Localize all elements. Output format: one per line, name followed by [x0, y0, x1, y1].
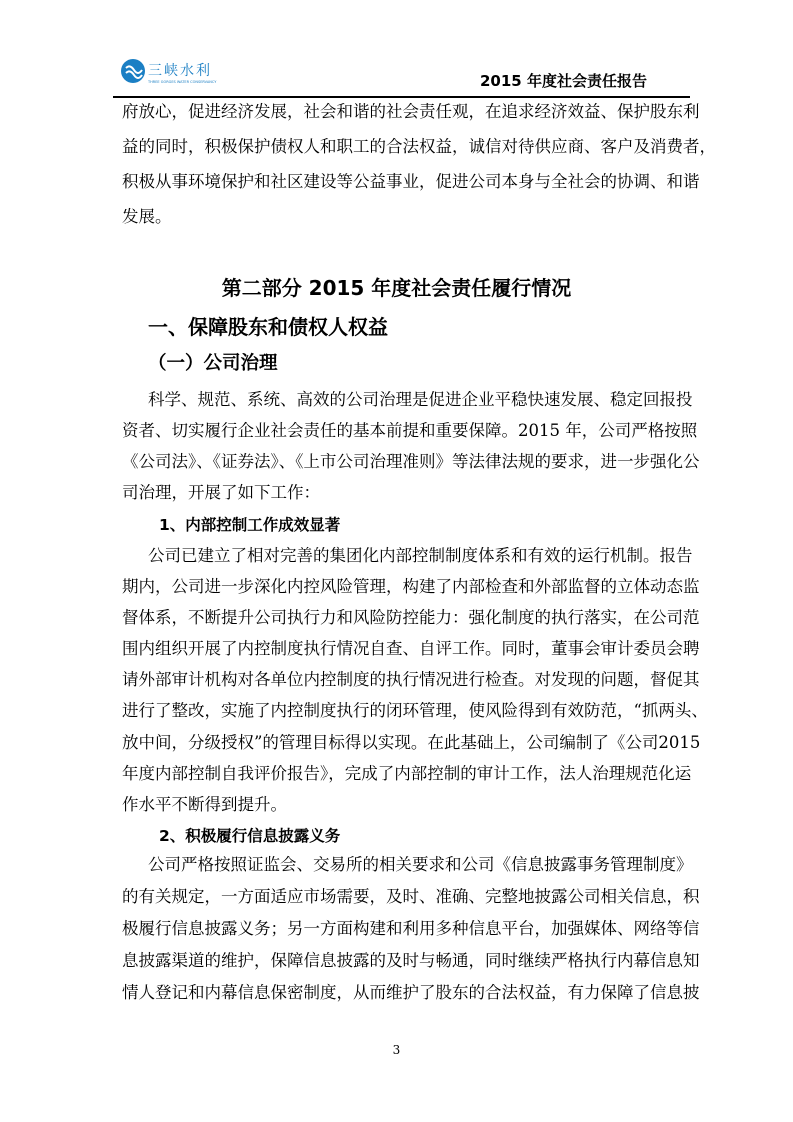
- text-line: 年度内部控制自我评价报告》，完成了内部控制的审计工作，法人治理规范化运: [122, 763, 692, 783]
- text-line: 督体系，不断提升公司执行力和风险防控能力：强化制度的执行落实，在公司范: [122, 608, 700, 628]
- text-line: 极履行信息披露义务；另一方面构建和利用多种信息平台，加强媒体、网络等信: [122, 919, 700, 938]
- text-line: 科学、规范、系统、高效的公司治理是促进企业平稳快速发展、稳定回报投: [148, 390, 693, 409]
- text-line: 进行了整改，实施了内控制度执行的闭环管理，使风险得到有效防范，“抓两头、: [122, 701, 708, 721]
- svg-text:THREE GORGES WATER CONSERVANCY: THREE GORGES WATER CONSERVANCY: [148, 80, 217, 84]
- text-line: 益的同时，积极保护债权人和职工的合法权益，诚信对待供应商、客户及消费者，: [122, 137, 716, 156]
- text-line: 资者、切实履行企业社会责任的基本前提和重要保障。2015 年，公司严格按照: [122, 421, 698, 440]
- item2-heading: 2、积极履行信息披露义务: [159, 827, 341, 845]
- text-line: 的有关规定，一方面适应市场需要，及时、准确、完整地披露公司相关信息，积: [122, 887, 700, 906]
- internal-control-paragraph: [122, 540, 708, 820]
- text-line: 《公司法》、《证券法》、《上市公司治理准则》等法律法规的要求，进一步强化公: [122, 452, 700, 471]
- company-logo: [120, 56, 232, 86]
- item1-heading: 1、内部控制工作成效显著: [159, 516, 341, 534]
- subsection-heading: （一）公司治理: [148, 353, 278, 374]
- text-line: 发展。: [122, 207, 172, 226]
- section-heading: 一、保障股东和债权人权益: [148, 315, 388, 339]
- text-line: 司治理，开展了如下工作：: [122, 483, 320, 502]
- text-line: 公司严格按照证监会、交易所的相关要求和公司《信息披露事务管理制度》: [148, 855, 693, 874]
- text-line: 作水平不断得到提升。: [122, 794, 287, 814]
- text-line: 围内组织开展了内控制度执行情况自查、自评工作。同时，董事会审计委员会聘: [122, 639, 700, 659]
- text-line: 期内，公司进一步深化内控风险管理，构建了内部检查和外部监督的立体动态监: [122, 577, 700, 597]
- governance-paragraph: [122, 384, 700, 508]
- text-line: 积极从事环境保护和社区建设等公益事业，促进公司本身与全社会的协调、和谐: [122, 172, 700, 191]
- text-line: 息披露渠道的维护，保障信息披露的及时与畅通，同时继续严格执行内幕信息知: [122, 951, 700, 970]
- part-heading: 第二部分 2015 年度社会责任履行情况: [221, 276, 572, 300]
- text-line: 请外部审计机构对各单位内控制度的执行情况进行检查。对发现的问题，督促其: [122, 670, 700, 690]
- text-line: 公司已建立了相对完善的集团化内部控制制度体系和有效的运行机制。报告: [148, 546, 693, 565]
- text-line: 放中间，分级授权”的管理目标得以实现。在此基础上，公司编制了《公司2015: [122, 732, 701, 752]
- disclosure-paragraph: [122, 849, 700, 1009]
- text-line: 情人登记和内幕信息保密制度，从而维护了股东的合法权益，有力保障了信息披: [122, 983, 700, 1002]
- svg-text:三峡水利: 三峡水利: [148, 63, 212, 79]
- text-line: 府放心，促进经济发展，社会和谐的社会责任观，在追求经济效益、保护股东利: [122, 102, 700, 121]
- intro-paragraph: [122, 94, 716, 234]
- header-title: 2015 年度社会责任报告: [480, 72, 647, 90]
- page-number: 3: [392, 1043, 401, 1057]
